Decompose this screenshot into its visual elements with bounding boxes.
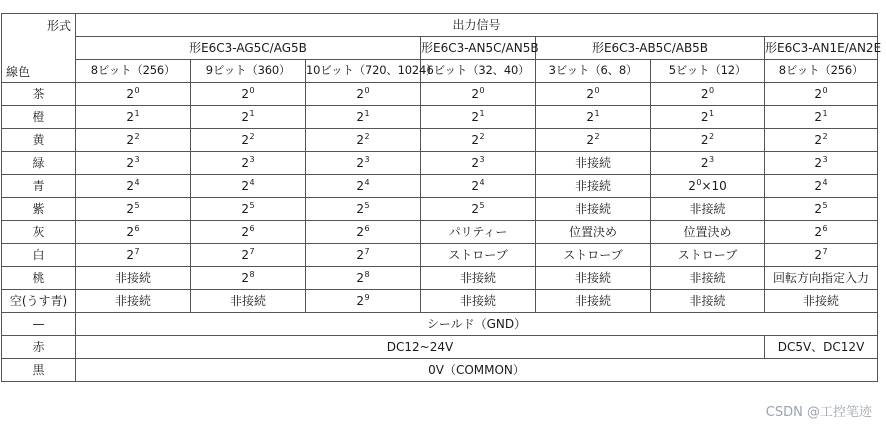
bit-base: 2 [814,248,823,262]
signal-cell [765,152,878,175]
signal-cell [306,83,421,106]
bit-base: 2 [356,110,365,124]
bit-base: 2 [241,87,250,101]
signal-cell [651,129,765,152]
power-cell: DC12~24V [76,336,765,359]
table-row [2,175,878,198]
bit-base: 2 [688,179,696,193]
bit-exponent: 4 [822,178,828,187]
bit-base: 2 [356,294,365,308]
signal-cell: ストローブ [651,244,765,267]
signal-cell: 非接続 [536,267,651,290]
signal-cell [306,129,421,152]
resolution-header: 5ビット（12） [651,60,765,83]
bit-exponent: 8 [364,270,370,279]
resolution-header: 10ビット（720、1024） [306,60,421,83]
bit-base: 2 [241,156,250,170]
signal-cell [765,129,878,152]
bit-exponent: 3 [822,155,828,164]
bit-exponent: 5 [364,201,370,210]
signal-cell [306,244,421,267]
signal-cell [76,129,191,152]
wire-color-cell: 灰 [2,221,76,244]
bit-base: 2 [471,87,480,101]
bit-base: 2 [586,87,595,101]
table-row [2,244,878,267]
bit-exponent: 6 [822,224,828,233]
bit-base: 2 [700,133,709,147]
bit-exponent: 2 [594,132,600,141]
signal-cell [651,83,765,106]
signal-cell [421,198,536,221]
signal-cell [191,198,306,221]
wire-color-cell: 緑 [2,152,76,175]
signal-cell [536,83,651,106]
bit-exponent: 0 [696,178,702,187]
signal-cell: パリティー [421,221,536,244]
model-header: 形E6C3-AB5C/AB5B [536,37,765,60]
bit-exponent: 0 [709,86,715,95]
signal-cell [651,152,765,175]
bit-base: 2 [471,202,480,216]
wire-color-cell: 白 [2,244,76,267]
signal-cell [536,129,651,152]
bit-exponent: 1 [479,109,485,118]
signal-cell [76,221,191,244]
resolution-header: 8ビット（256） [765,60,878,83]
bit-exponent: 4 [479,178,485,187]
bit-exponent: 2 [479,132,485,141]
signal-cell [765,83,878,106]
signal-cell [421,152,536,175]
signal-cell [191,244,306,267]
table-row [2,267,878,290]
bit-base: 2 [241,225,250,239]
table-row [2,83,878,106]
bit-exponent: 0 [249,86,255,95]
bit-base: 2 [471,110,480,124]
bit-exponent: 3 [364,155,370,164]
signal-cell [76,106,191,129]
bit-base: 2 [241,179,250,193]
signal-cell [76,83,191,106]
signal-cell [536,106,651,129]
bit-base: 2 [586,133,595,147]
bit-base: 2 [356,87,365,101]
wire-color-cell: 黄 [2,129,76,152]
signal-cell: 非接続 [76,290,191,313]
signal-cell: ストローブ [421,244,536,267]
bit-exponent: 5 [479,201,485,210]
bit-exponent: 4 [364,178,370,187]
bit-base: 2 [814,202,823,216]
wire-color-cell: 紫 [2,198,76,221]
bit-base: 2 [126,179,135,193]
bit-exponent: 4 [134,178,140,187]
model-header: 形E6C3-AG5C/AG5B [76,37,421,60]
bit-exponent: 2 [709,132,715,141]
signal-cell: ストローブ [536,244,651,267]
bit-exponent: 0 [822,86,828,95]
signal-cell [651,175,765,198]
bit-exponent: 0 [364,86,370,95]
signal-cell [421,175,536,198]
bit-exponent: 9 [364,293,370,302]
table-row [2,290,878,313]
table-row [2,106,878,129]
bit-exponent: 7 [249,247,255,256]
bit-base: 2 [471,133,480,147]
signal-cell: 回転方向指定入力 [765,267,878,290]
bit-base: 2 [356,202,365,216]
bit-exponent: 0 [134,86,140,95]
wire-color-label: 線色 [6,65,31,79]
table-row [2,198,878,221]
bit-base: 2 [356,225,365,239]
signal-cell: 位置決め [651,221,765,244]
signal-cell [306,198,421,221]
bit-exponent: 3 [249,155,255,164]
signal-cell [421,83,536,106]
signal-cell [765,106,878,129]
bit-exponent: 1 [709,109,715,118]
wire-color-output-table [1,13,882,382]
bit-base: 2 [356,156,365,170]
bit-exponent: 1 [822,109,828,118]
bit-base: 2 [700,87,709,101]
signal-cell: 非接続 [765,290,878,313]
bit-base: 2 [126,156,135,170]
bit-exponent: 6 [134,224,140,233]
bit-base: 2 [241,133,250,147]
bit-exponent: 1 [134,109,140,118]
signal-cell [191,175,306,198]
resolution-header: 8ビット（256） [76,60,191,83]
signal-cell: 非接続 [651,290,765,313]
signal-cell: 非接続 [421,290,536,313]
signal-cell [191,129,306,152]
bit-exponent: 1 [249,109,255,118]
bit-base: 2 [700,156,709,170]
signal-cell [191,152,306,175]
bit-exponent: 1 [594,109,600,118]
bit-base: 2 [586,110,595,124]
signal-cell [76,244,191,267]
signal-cell [191,221,306,244]
bit-base: 2 [356,179,365,193]
signal-cell: 非接続 [536,198,651,221]
wire-color-cell: 黒 [2,359,76,382]
bit-base: 2 [471,156,480,170]
bit-exponent: 6 [249,224,255,233]
bit-base: 2 [356,248,365,262]
bit-exponent: 2 [364,132,370,141]
bit-base: 2 [814,225,823,239]
bit-exponent: 8 [249,270,255,279]
wire-color-cell: 赤 [2,336,76,359]
bit-base: 2 [126,110,135,124]
bit-exponent: 5 [249,201,255,210]
bit-base: 2 [126,202,135,216]
bit-base: 2 [126,225,135,239]
bit-base: 2 [471,179,480,193]
model-header: 形E6C3-AN1E/AN2E [765,37,878,60]
bit-exponent: 0 [594,86,600,95]
type-label: 形式 [46,19,71,33]
bit-exponent: 4 [249,178,255,187]
signal-cell [306,175,421,198]
bit-base: 2 [241,202,250,216]
signal-cell [76,198,191,221]
bit-exponent: 7 [134,247,140,256]
bit-exponent: 1 [364,109,370,118]
signal-cell [306,267,421,290]
bit-exponent: 2 [249,132,255,141]
bit-base: 2 [356,133,365,147]
signal-cell [421,106,536,129]
signal-cell: 非接続 [191,290,306,313]
signal-cell [765,244,878,267]
signal-cell: 非接続 [536,175,651,198]
signal-cell [306,221,421,244]
table-row [2,129,878,152]
bit-base: 2 [814,156,823,170]
bit-base: 2 [241,248,250,262]
bit-exponent: 7 [364,247,370,256]
signal-cell [421,129,536,152]
bit-exponent: 3 [709,155,715,164]
signal-cell [765,175,878,198]
signal-cell [191,267,306,290]
signal-cell [76,152,191,175]
table-row [2,221,878,244]
resolution-header: 9ビット（360） [191,60,306,83]
wire-color-cell: 茶 [2,83,76,106]
signal-cell: 非接続 [536,152,651,175]
signal-cell [306,290,421,313]
signal-cell [306,106,421,129]
output-signal-header: 出力信号 [76,14,878,37]
power-cell-alt: DC5V、DC12V [765,336,878,359]
common-cell: 0V（COMMON） [76,359,878,382]
signal-cell [306,152,421,175]
wire-color-cell: 青 [2,175,76,198]
signal-cell: 非接続 [651,198,765,221]
signal-cell [765,198,878,221]
bit-exponent: 2 [822,132,828,141]
wire-color-cell: — [2,313,76,336]
model-header: 形E6C3-AN5C/AN5B [421,37,536,60]
bit-exponent: 5 [822,201,828,210]
signal-cell: 非接続 [421,267,536,290]
signal-cell: 非接続 [76,267,191,290]
bit-exponent: 5 [134,201,140,210]
signal-cell: 位置決め [536,221,651,244]
bit-base: 2 [814,133,823,147]
bit-exponent: 2 [134,132,140,141]
bit-base: 2 [356,271,365,285]
resolution-header: 6ビット（32、40） [421,60,536,83]
signal-cell [765,221,878,244]
bit-exponent: 6 [364,224,370,233]
bit-exponent: 3 [479,155,485,164]
signal-cell [191,83,306,106]
signal-cell [191,106,306,129]
bit-base: 2 [700,110,709,124]
bit-base: 2 [126,87,135,101]
signal-cell: 非接続 [536,290,651,313]
bit-exponent: 3 [134,155,140,164]
bit-base: 2 [126,133,135,147]
signal-cell [76,175,191,198]
wire-color-cell: 桃 [2,267,76,290]
header-corner [2,14,76,83]
bit-exponent: 0 [479,86,485,95]
bit-base: 2 [126,248,135,262]
bit-base: 2 [814,87,823,101]
watermark: CSDN @工控笔迹 [765,405,872,420]
table-row [2,152,878,175]
bit-suffix: ×10 [701,179,727,193]
bit-exponent: 7 [822,247,828,256]
wire-color-cell: 橙 [2,106,76,129]
bit-base: 2 [241,110,250,124]
signal-cell [651,106,765,129]
shield-cell: シールド（GND） [76,313,878,336]
bit-base: 2 [241,271,250,285]
wire-color-cell: 空(うす青) [2,290,76,313]
bit-base: 2 [814,179,823,193]
resolution-header: 3ビット（6、8） [536,60,651,83]
bit-base: 2 [814,110,823,124]
signal-cell: 非接続 [651,267,765,290]
